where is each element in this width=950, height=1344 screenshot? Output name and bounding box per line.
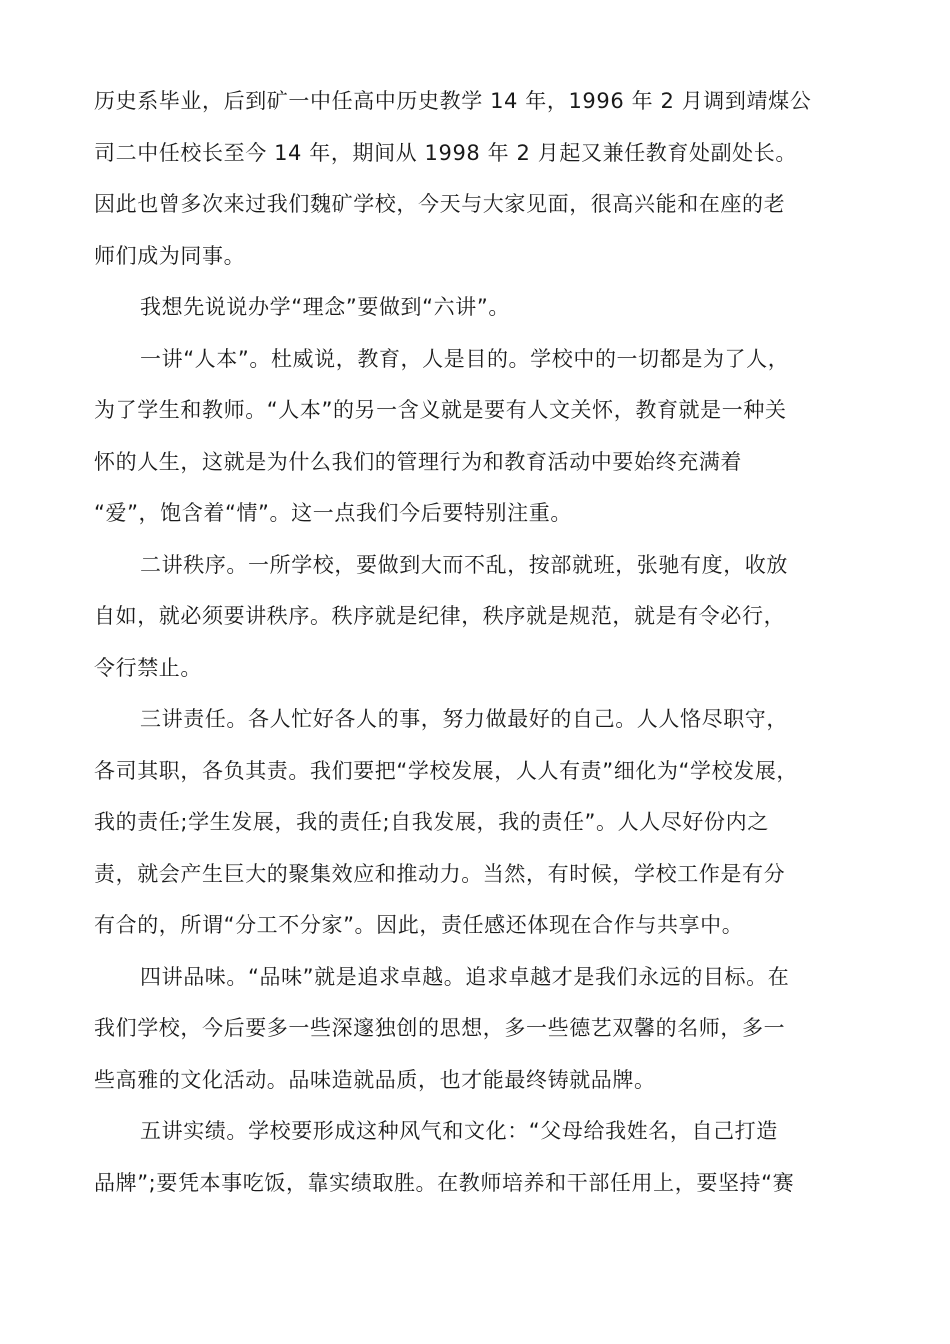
text-line: 为了学生和教师。“人本”的另一含义就是要有人文关怀，教育就是一种关 bbox=[94, 398, 787, 422]
text-line: 责，就会产生巨大的聚集效应和推动力。当然，有时候，学校工作是有分 bbox=[94, 861, 786, 886]
paragraph-zhixu bbox=[94, 540, 856, 695]
paragraph-intro bbox=[94, 282, 856, 334]
document-body bbox=[94, 76, 856, 1209]
text-line: 历史系毕业，后到矿一中任高中历史教学 14 年，1996 年 2 月调到靖煤公 bbox=[94, 89, 812, 113]
paragraph-zeren bbox=[94, 694, 856, 952]
paragraph-bio bbox=[94, 76, 856, 282]
text-line: 四讲品味。“品味”就是追求卓越。追求卓越才是我们永远的目标。在 bbox=[140, 964, 790, 989]
text-line: 五讲实绩。学校要形成这种风气和文化：“父母给我姓名，自己打造 bbox=[140, 1119, 778, 1143]
text-line: 司二中任校长至今 14 年，期间从 1998 年 2 月起又兼任教育处副处长。 bbox=[94, 140, 797, 165]
text-line: 怀的人生，这就是为什么我们的管理行为和教育活动中要始终充满着 bbox=[94, 449, 742, 474]
text-line: 自如，就必须要讲秩序。秩序就是纪律，秩序就是规范，就是有令必行， bbox=[94, 604, 786, 628]
text-line: 我想先说说办学“理念”要做到“六讲”。 bbox=[140, 295, 510, 319]
text-line: 我的责任;学生发展，我的责任;自我发展，我的责任”。人人尽好份内之 bbox=[94, 810, 769, 834]
paragraph-shiji bbox=[94, 1106, 856, 1209]
text-line: 师们成为同事。 bbox=[94, 243, 246, 268]
paragraph-renben bbox=[94, 334, 856, 540]
text-line: 品牌”;要凭本事吃饭，靠实绩取胜。在教师培养和干部任用上，要坚持“赛 bbox=[94, 1170, 795, 1195]
text-line: “爱”，饱含着“情”。这一点我们今后要特别注重。 bbox=[94, 501, 572, 525]
text-line: 二讲秩序。一所学校，要做到大而不乱，按部就班，张驰有度，收放 bbox=[140, 552, 788, 577]
text-line: 三讲责任。各人忙好各人的事，努力做最好的自己。人人恪尽职守， bbox=[140, 707, 788, 731]
text-line: 有合的，所谓“分工不分家”。因此，责任感还体现在合作与共享中。 bbox=[94, 913, 744, 937]
text-line: 令行禁止。 bbox=[94, 655, 202, 680]
paragraph-pinwei bbox=[94, 952, 856, 1107]
text-line: 我们学校，今后要多一些深邃独创的思想，多一些德艺双馨的名师，多一 bbox=[94, 1016, 786, 1040]
text-line: 一讲“人本”。杜威说，教育，人是目的。学校中的一切都是为了人， bbox=[140, 346, 790, 371]
text-line: 些高雅的文化活动。品味造就品质，也才能最终铸就品牌。 bbox=[94, 1067, 656, 1092]
text-line: 各司其职，各负其责。我们要把“学校发展，人人有责”细化为“学校发展， bbox=[94, 758, 799, 783]
text-line: 因此也曾多次来过我们魏矿学校，今天与大家见面，很高兴能和在座的老 bbox=[94, 192, 786, 216]
